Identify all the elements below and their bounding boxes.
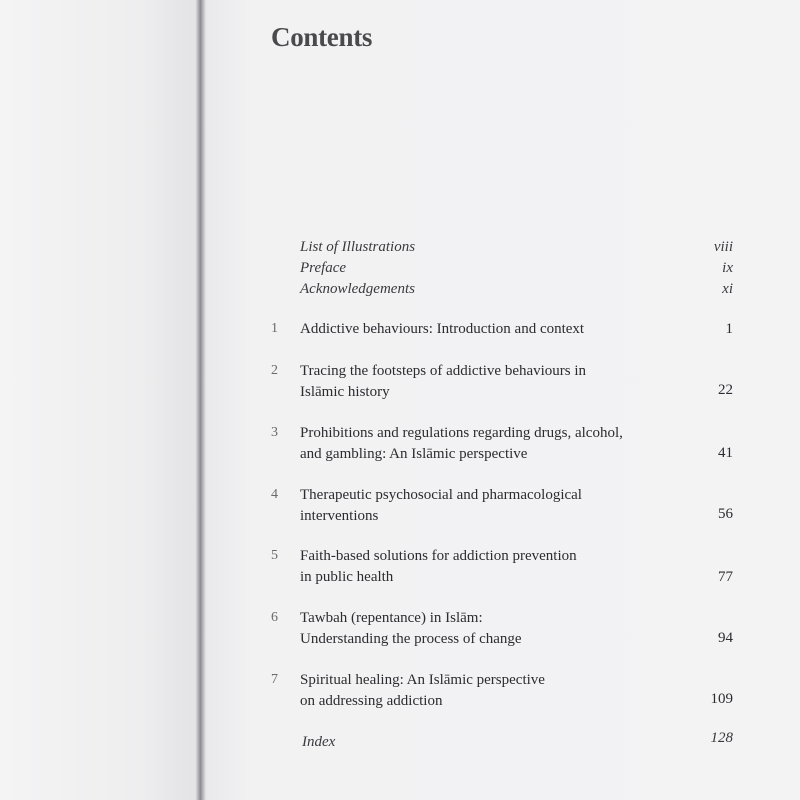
front-matter-item-illustrations: List of Illustrations: [300, 239, 416, 255]
front-matter-page-acknowledgements: xi: [722, 281, 733, 297]
chapter-title-line: in public health: [300, 569, 394, 585]
chapter-number: 1: [271, 321, 278, 336]
chapter-number: 5: [271, 548, 278, 563]
chapter-number: 3: [271, 425, 278, 440]
front-matter-page-preface: ix: [722, 260, 733, 276]
left-page: [0, 0, 200, 800]
chapter-title-line: Prohibitions and regulations regarding drugs, alcohol,: [300, 425, 623, 441]
front-matter-item-acknowledgements: Acknowledgements: [300, 281, 415, 297]
chapter-page: 109: [710, 691, 733, 707]
chapter-title-line: Therapeutic psychosocial and pharmacological: [300, 487, 582, 503]
chapter-number: 6: [271, 610, 278, 625]
chapter-title-line: on addressing addiction: [300, 693, 443, 709]
index-label: Index: [302, 734, 336, 750]
chapter-title-line: Addictive behaviours: Introduction and context: [300, 321, 585, 337]
front-matter-page-illustrations: viii: [713, 239, 733, 255]
chapter-page: 77: [718, 569, 733, 585]
chapter-title-line: Faith-based solutions for addiction prevention: [300, 548, 577, 564]
chapter-title-line: Islāmic history: [300, 384, 390, 400]
front-matter-item-preface: Preface: [300, 260, 347, 276]
chapter-title-line: Tracing the footsteps of addictive behaviours in: [300, 363, 587, 379]
chapter-page: 41: [718, 445, 733, 461]
chapter-title-line: and gambling: An Islāmic perspective: [300, 446, 528, 462]
chapter-number: 2: [271, 363, 278, 378]
chapter-number: 4: [271, 487, 278, 502]
chapter-page: 56: [718, 506, 733, 522]
chapter-number: 7: [271, 672, 278, 687]
book-gutter: [196, 0, 206, 800]
chapter-title-line: Understanding the process of change: [300, 631, 522, 647]
chapter-page: 22: [718, 382, 733, 398]
chapter-page: 94: [718, 630, 733, 646]
chapter-page: 1: [725, 321, 733, 337]
chapter-title-line: interventions: [300, 508, 379, 524]
chapter-title-line: Spiritual healing: An Islāmic perspective: [300, 672, 545, 688]
page-title: Contents: [271, 22, 373, 52]
chapter-title-line: Tawbah (repentance) in Islām:: [300, 610, 483, 626]
index-page: 128: [710, 730, 733, 746]
